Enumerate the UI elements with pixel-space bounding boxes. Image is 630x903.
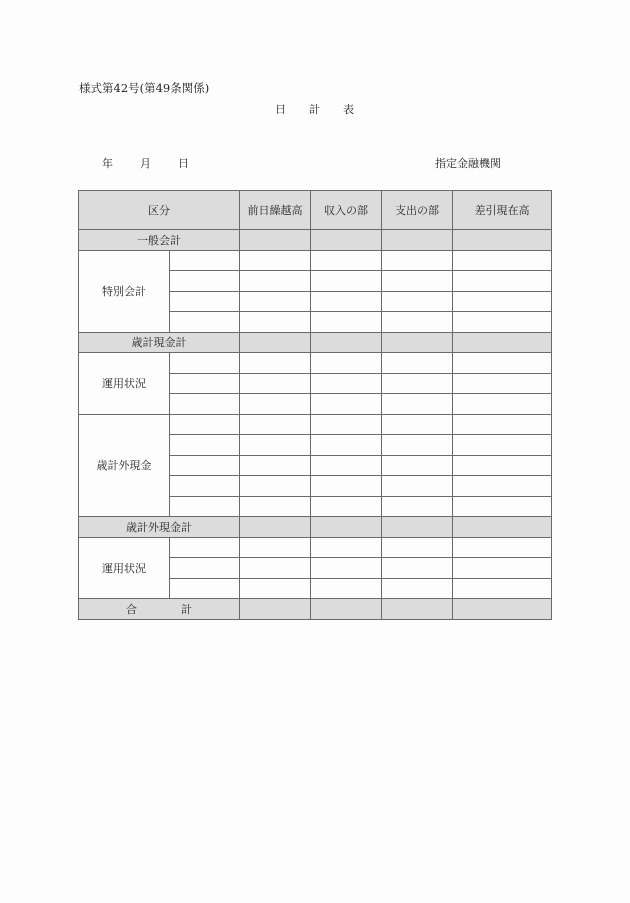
row-label-special-account: 特別会計 xyxy=(79,250,170,332)
cell[interactable] xyxy=(453,599,552,620)
cell[interactable] xyxy=(453,312,552,333)
cell[interactable] xyxy=(240,435,311,456)
cell[interactable] xyxy=(240,414,311,435)
cell[interactable] xyxy=(170,455,240,476)
cell[interactable] xyxy=(382,455,453,476)
cell[interactable] xyxy=(453,435,552,456)
cell[interactable] xyxy=(170,558,240,579)
cell[interactable] xyxy=(311,353,382,374)
cell[interactable] xyxy=(382,271,453,292)
cell[interactable] xyxy=(240,599,311,620)
cell[interactable] xyxy=(453,291,552,312)
cell[interactable] xyxy=(240,271,311,292)
cell[interactable] xyxy=(311,271,382,292)
cell[interactable] xyxy=(240,353,311,374)
cell[interactable] xyxy=(382,537,453,558)
cell[interactable] xyxy=(311,476,382,497)
cell[interactable] xyxy=(311,373,382,394)
cell[interactable] xyxy=(240,455,311,476)
page-title xyxy=(275,101,377,117)
cell[interactable] xyxy=(240,332,311,353)
cell[interactable] xyxy=(453,250,552,271)
cell[interactable] xyxy=(240,537,311,558)
cell[interactable] xyxy=(311,517,382,538)
table-row xyxy=(79,537,552,558)
row-label-non-budget-cash: 歳計外現金 xyxy=(79,414,170,517)
cell[interactable] xyxy=(453,537,552,558)
cell[interactable] xyxy=(240,230,311,251)
cell[interactable] xyxy=(382,599,453,620)
row-label-operation-status-2: 運用状況 xyxy=(79,537,170,599)
cell[interactable] xyxy=(311,414,382,435)
cell[interactable] xyxy=(240,578,311,599)
cell[interactable] xyxy=(382,230,453,251)
cell[interactable] xyxy=(311,537,382,558)
cell[interactable] xyxy=(311,230,382,251)
table-row xyxy=(79,517,552,538)
cell[interactable] xyxy=(240,496,311,517)
cell[interactable] xyxy=(311,455,382,476)
day-label: 日 xyxy=(178,157,189,170)
table-row xyxy=(79,230,552,251)
cell[interactable] xyxy=(170,578,240,599)
cell[interactable] xyxy=(170,250,240,271)
year-label: 年 xyxy=(102,157,113,170)
cell[interactable] xyxy=(382,517,453,538)
table-row xyxy=(79,353,552,374)
cell[interactable] xyxy=(170,435,240,456)
cell[interactable] xyxy=(311,496,382,517)
cell[interactable] xyxy=(240,250,311,271)
cell[interactable] xyxy=(240,517,311,538)
cell[interactable] xyxy=(170,476,240,497)
cell[interactable] xyxy=(453,476,552,497)
form-number: 様式第42号(第49条関係) xyxy=(79,81,210,95)
cell[interactable] xyxy=(453,414,552,435)
cell[interactable] xyxy=(311,394,382,415)
table-row xyxy=(79,332,552,353)
row-label-non-budget-cash-total: 歳計外現金計 xyxy=(79,517,240,538)
cell[interactable] xyxy=(453,230,552,251)
cell[interactable] xyxy=(453,271,552,292)
row-label-cash-total: 歳計現金計 xyxy=(79,332,240,353)
cell[interactable] xyxy=(382,394,453,415)
cell[interactable] xyxy=(453,353,552,374)
title-char: 計 xyxy=(309,103,320,116)
cell[interactable] xyxy=(311,599,382,620)
cell[interactable] xyxy=(453,558,552,579)
cell[interactable] xyxy=(382,353,453,374)
month-label: 月 xyxy=(140,157,151,170)
row-label-general-account: 一般会計 xyxy=(79,230,240,251)
cell[interactable] xyxy=(240,558,311,579)
cell[interactable] xyxy=(170,312,240,333)
cell[interactable] xyxy=(170,353,240,374)
row-label-operation-status: 運用状況 xyxy=(79,353,170,415)
cell[interactable] xyxy=(240,394,311,415)
cell[interactable] xyxy=(311,435,382,456)
cell[interactable] xyxy=(170,271,240,292)
cell[interactable] xyxy=(311,291,382,312)
cell[interactable] xyxy=(453,517,552,538)
cell[interactable] xyxy=(240,291,311,312)
cell[interactable] xyxy=(170,394,240,415)
col-header-income: 収入の部 xyxy=(311,191,382,230)
cell[interactable] xyxy=(170,537,240,558)
cell[interactable] xyxy=(311,332,382,353)
cell[interactable] xyxy=(382,414,453,435)
cell[interactable] xyxy=(240,476,311,497)
table-row xyxy=(79,250,552,271)
cell[interactable] xyxy=(382,250,453,271)
cell[interactable] xyxy=(453,578,552,599)
cell[interactable] xyxy=(382,496,453,517)
cell[interactable] xyxy=(382,291,453,312)
cell[interactable] xyxy=(311,250,382,271)
cell[interactable] xyxy=(453,373,552,394)
title-char: 表 xyxy=(343,103,354,116)
cell[interactable] xyxy=(382,332,453,353)
row-label-grand-total: 合 計 xyxy=(79,599,240,620)
cell[interactable] xyxy=(170,291,240,312)
cell[interactable] xyxy=(453,332,552,353)
cell[interactable] xyxy=(382,578,453,599)
cell[interactable] xyxy=(453,394,552,415)
cell[interactable] xyxy=(453,496,552,517)
cell[interactable] xyxy=(382,312,453,333)
daily-ledger-table xyxy=(78,190,552,620)
col-header-current-balance: 差引現在高 xyxy=(453,191,552,230)
col-header-category: 区分 xyxy=(79,191,240,230)
cell[interactable] xyxy=(382,435,453,456)
cell[interactable] xyxy=(453,455,552,476)
cell[interactable] xyxy=(240,312,311,333)
date-field xyxy=(102,155,216,171)
header-row xyxy=(79,191,552,230)
col-header-expense: 支出の部 xyxy=(382,191,453,230)
institution-label: 指定金融機関 xyxy=(435,157,501,170)
cell[interactable] xyxy=(170,414,240,435)
title-char: 日 xyxy=(275,103,286,116)
cell[interactable] xyxy=(311,312,382,333)
table-row xyxy=(79,599,552,620)
cell[interactable] xyxy=(240,373,311,394)
cell[interactable] xyxy=(170,373,240,394)
cell[interactable] xyxy=(382,558,453,579)
cell[interactable] xyxy=(311,578,382,599)
cell[interactable] xyxy=(382,373,453,394)
cell[interactable] xyxy=(382,476,453,497)
table-row xyxy=(79,414,552,435)
cell[interactable] xyxy=(170,496,240,517)
cell[interactable] xyxy=(311,558,382,579)
col-header-prev-balance: 前日繰越高 xyxy=(240,191,311,230)
